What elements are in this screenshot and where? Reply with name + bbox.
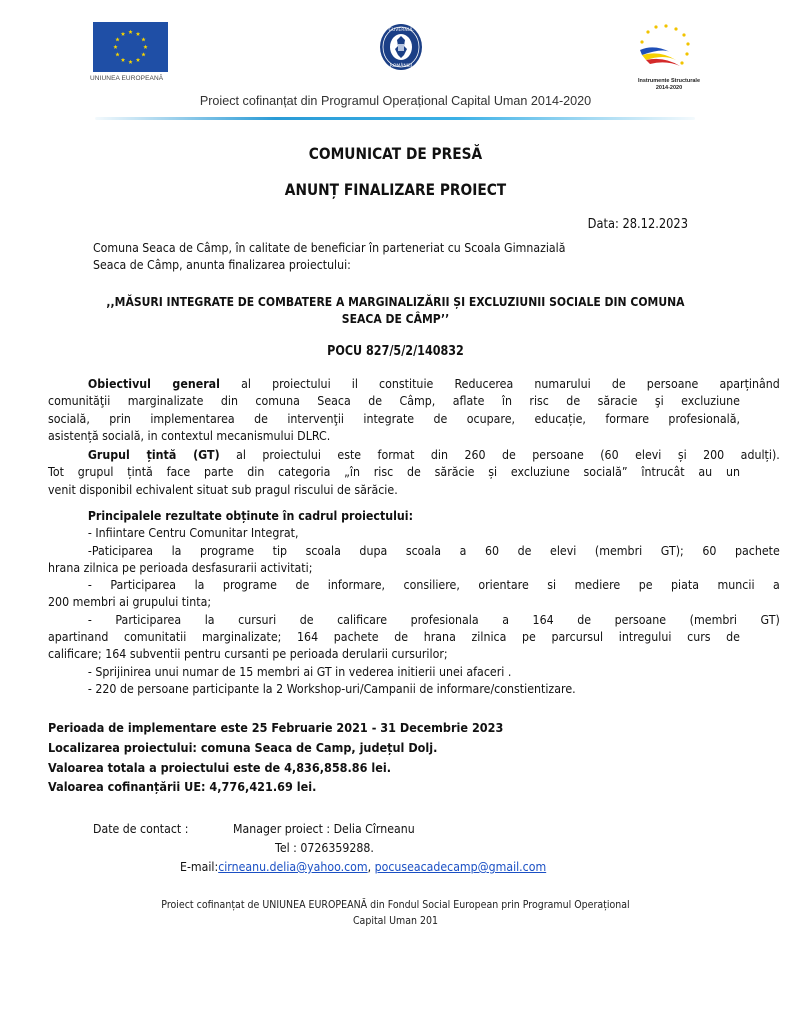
eu-flag-logo — [93, 22, 168, 72]
eu-star-icon — [128, 30, 132, 34]
eu-star-icon — [136, 58, 140, 62]
results-heading — [48, 507, 780, 524]
email-separator: , — [367, 859, 375, 874]
eu-star-icon — [141, 52, 145, 56]
objective-label: Obiectivul general — [87, 376, 220, 391]
eu-star-icon — [115, 52, 119, 56]
structural-instruments-icon — [636, 22, 696, 74]
project-code: POCU 827/5/2/140832 — [327, 344, 464, 359]
contact-email-line — [180, 859, 546, 874]
target-group-line-3: venit disponibil echivalent situat sub pragul riscului de sărăcie. — [48, 481, 398, 497]
target-group-paragraph — [48, 446, 780, 498]
project-title-line-2: SEACA DE CÂMP’’ — [341, 311, 450, 326]
is-caption-line1: Instrumente Structurale — [637, 78, 701, 84]
eu-star-icon — [121, 58, 125, 62]
eu-star-icon — [136, 32, 140, 36]
eu-star-icon — [143, 45, 147, 49]
objective-line-1 — [48, 375, 780, 392]
results-section — [48, 507, 780, 697]
email-link-project[interactable]: pocuseacadecamp@gmail.com — [374, 859, 547, 874]
eu-star-icon — [115, 37, 119, 41]
svg-text:ROMÂNIEI: ROMÂNIEI — [389, 64, 413, 69]
contact-label: Date de contact : — [93, 821, 189, 836]
project-title-line-1: ,,MĂSURI INTEGRATE DE COMBATERE A MARGINALIZĂRII ȘI EXCLUZIUNII SOCIALE DIN COMUNA — [106, 294, 685, 309]
structural-instruments-caption — [623, 78, 715, 92]
email-link-personal[interactable]: cirneanu.delia@yahoo.com — [218, 859, 368, 874]
result-item-4-line-3: calificare; 164 subventii pentru cursanti pe perioada derularii cursurilor; — [48, 646, 448, 662]
target-group-line-1 — [48, 446, 780, 463]
objective-line-4: asistență socială, in contextul mecanismului DLRC. — [48, 427, 331, 443]
eu-star-icon — [128, 60, 132, 64]
document-subtitle: ANUNȚ FINALIZARE PROIECT — [284, 180, 507, 199]
project-location: Localizarea proiectului: comuna Seaca de Camp, județul Dolj. — [48, 741, 438, 756]
target-group-line-2: Tot grupul țintă face parte din categoria „în risc de sărăcie și excluziune socială” întrucât au un — [48, 464, 740, 480]
result-item-3-line-2: 200 membri ai grupului tinta; — [48, 594, 212, 610]
result-item-5: - Sprijinirea unui numar de 15 membri ai GT in vederea initierii unei afaceri . — [87, 663, 512, 679]
results-heading-text: Principalele rezultate obținute în cadrul proiectului: — [87, 508, 413, 523]
document-title: COMUNICAT DE PRESĂ — [308, 144, 483, 163]
objective-line-2: comunităţii marginalizate din comuna Seaca de Câmp, aflate în risc de săracie şi excluziune — [48, 393, 740, 409]
objective-line-1-text: al proiectului il constituie Reducerea numarului de persoane aparținând — [219, 376, 780, 391]
email-label: E-mail: — [180, 859, 219, 874]
contact-manager: Manager proiect : Delia Cîrneanu — [233, 821, 415, 836]
objective-paragraph — [48, 375, 780, 444]
is-caption-line2: 2014-2020 — [655, 85, 683, 91]
intro-line-1: Comuna Seaca de Câmp, în calitate de beneficiar în parteneriat cu Scoala Gimnazială — [93, 240, 566, 255]
eu-star-icon — [113, 45, 117, 49]
result-item-2-line-1: -Paticiparea la programe tip scoala dupa scoala a 60 de elevi (membri GT); 60 pachete — [87, 542, 780, 558]
result-item-2-line-2: hrana zilnica pe perioada desfasurarii activitati; — [48, 559, 313, 575]
target-group-line-1-text: al proiectului este format din 260 de persoane (60 elevi și 200 adulți). — [219, 447, 780, 462]
document-date: Data: 28.12.2023 — [587, 217, 688, 232]
header-tagline: Proiect cofinanțat din Programul Operațional Capital Uman 2014-2020 — [199, 94, 592, 108]
target-group-label: Grupul țintă (GT) — [87, 447, 220, 462]
implementation-period: Perioada de implementare este 25 Februarie 2021 - 31 Decembrie 2023 — [48, 721, 504, 736]
footer-line-2: Capital Uman 201 — [352, 915, 439, 927]
result-item-6: - 220 de persoane participante la 2 Workshop-uri/Campanii de informare/constientizare. — [87, 680, 576, 696]
eu-caption: UNIUNEA EUROPEANĂ — [90, 75, 164, 82]
result-item-1: - Infiintare Centru Comunitar Integrat, — [87, 525, 299, 541]
romanian-government-seal-icon — [378, 22, 424, 72]
result-item-4-line-1: - Participarea la cursuri de calificare profesionala a 164 de persoane (membri GT) — [87, 611, 780, 627]
structural-instruments-logo — [636, 22, 696, 74]
eu-stars-icon — [93, 22, 168, 72]
result-item-3-line-1: - Participarea la programe de informare, consiliere, orientare si mediere pe piata muncii a — [87, 577, 780, 593]
result-item-4-line-2: apartinand comunitatii marginalizate; 164 pachete de hrana zilnica pe parcursul intregului curs de — [48, 629, 740, 645]
svg-text:GUVERNUL: GUVERNUL — [388, 28, 414, 33]
objective-line-3: socială, prin implementarea de intervenţii integrate de ocupare, educație, formare profesională, — [48, 410, 740, 426]
intro-line-2: Seaca de Câmp, anunta finalizarea proiectului: — [93, 257, 351, 272]
eu-star-icon — [121, 32, 125, 36]
contact-phone: Tel : 0726359288. — [275, 840, 374, 855]
eu-star-icon — [141, 37, 145, 41]
eu-cofinancing-value: Valoarea cofinanțării UE: 4,776,421.69 lei. — [48, 780, 317, 795]
header-divider — [95, 117, 695, 120]
footer-line-1: Proiect cofinanțat de UNIUNEA EUROPEANĂ din Fondul Social European prin Programul Operațional — [161, 899, 630, 911]
government-of-romania-logo — [378, 22, 424, 72]
project-total-value: Valoarea totala a proiectului este de 4,836,858.86 lei. — [48, 761, 392, 776]
